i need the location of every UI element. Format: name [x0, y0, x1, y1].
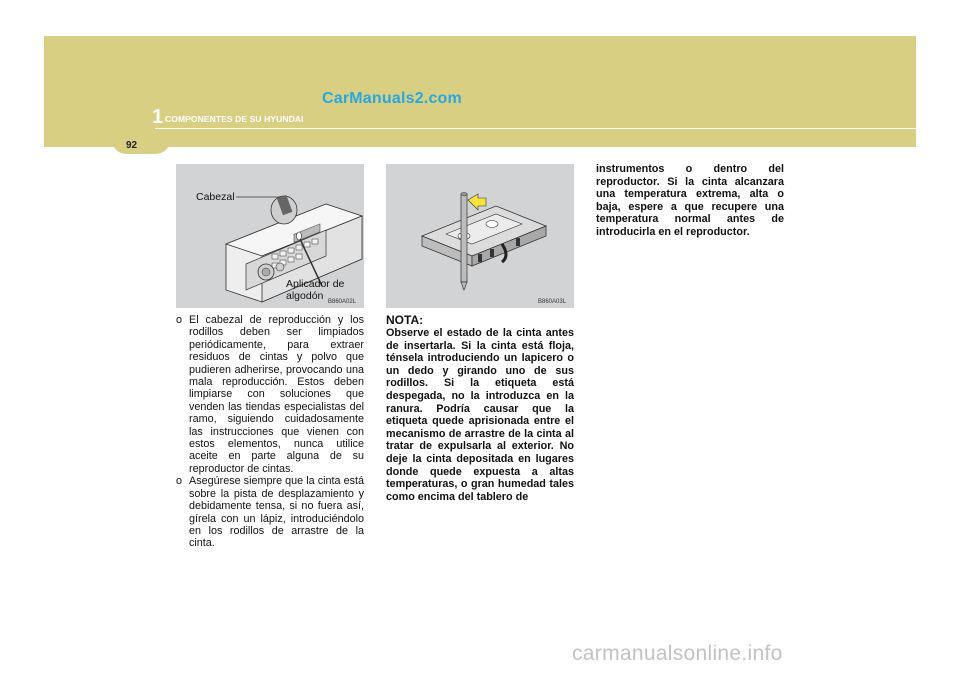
header-band [44, 36, 916, 147]
page-number-tab [112, 136, 170, 154]
bullet-text: Asegúrese siempre que la cinta está sobre la pista de desplazamiento y debidamente tensa, si no fuera así, gírela con un lápiz, introduciéndolo en los rodillos de arrastre de la cinta. [189, 475, 364, 550]
note-block [386, 313, 574, 503]
bullet-mark: o [176, 314, 183, 326]
list-item [176, 314, 364, 475]
bullet-text: El cabezal de reproducción y los rodillos deben ser limpiados periódicamente, para extraer residuos de cintas y polvo que pudieren adherirse, provocando una mala reproducción. Estos deben limpiarse con soluciones que venden las tiendas especialistas del ramo, siguiendo cuidadosamente las instrucciones que vienen con estos elementos, nunca utilice aceite en parte alguna de su reproductor de cintas. [189, 314, 364, 475]
label-aplicador: Aplicador de algodón [286, 278, 345, 302]
note-body: Observe el estado de la cinta antes de insertarla. Si la cinta está floja, ténsela introduciendo un lapicero o un dedo y girando uno de sus rodillos. Si la etiqueta está despegada, no la introduzca en la ranura. Podría causar que la etiqueta quede aprisionada entre el mecanismo de arrastre de la cinta al tratar de expulsarla al exterior. No deje la cinta depositada en lugares donde quede expuesta a altas temperaturas, o gran humedad tales como encima del tablero de [386, 327, 574, 503]
bullet-mark: o [176, 475, 183, 488]
watermark-link-top[interactable]: CarManuals2.com [322, 90, 462, 107]
chapter-number: 1 [152, 106, 164, 128]
figure-cassette-pencil [386, 164, 574, 308]
figure-code: B860A02L [328, 299, 357, 305]
page-number: 92 [126, 140, 138, 151]
note-continuation: instrumentos o dentro del reproductor. Si la cinta alcanzara una temperatura extrema, alta o baja, espere a que recupere una temperatura normal antes de introducirla en el reproductor. [596, 163, 784, 238]
list-item [176, 475, 364, 549]
figure-head-cleaning [176, 164, 364, 308]
maintenance-bullet-list [176, 314, 364, 550]
cassette-illustration [386, 164, 574, 308]
note-title: NOTA: [386, 313, 424, 327]
header-rule [155, 128, 916, 129]
watermark-link-bottom[interactable]: carmanualsonline.info [572, 642, 783, 665]
chapter-title: COMPONENTES DE SU HYUNDAI [165, 114, 304, 124]
label-cabezal: Cabezal [196, 191, 235, 203]
figure-code: B860A03L [538, 299, 567, 305]
